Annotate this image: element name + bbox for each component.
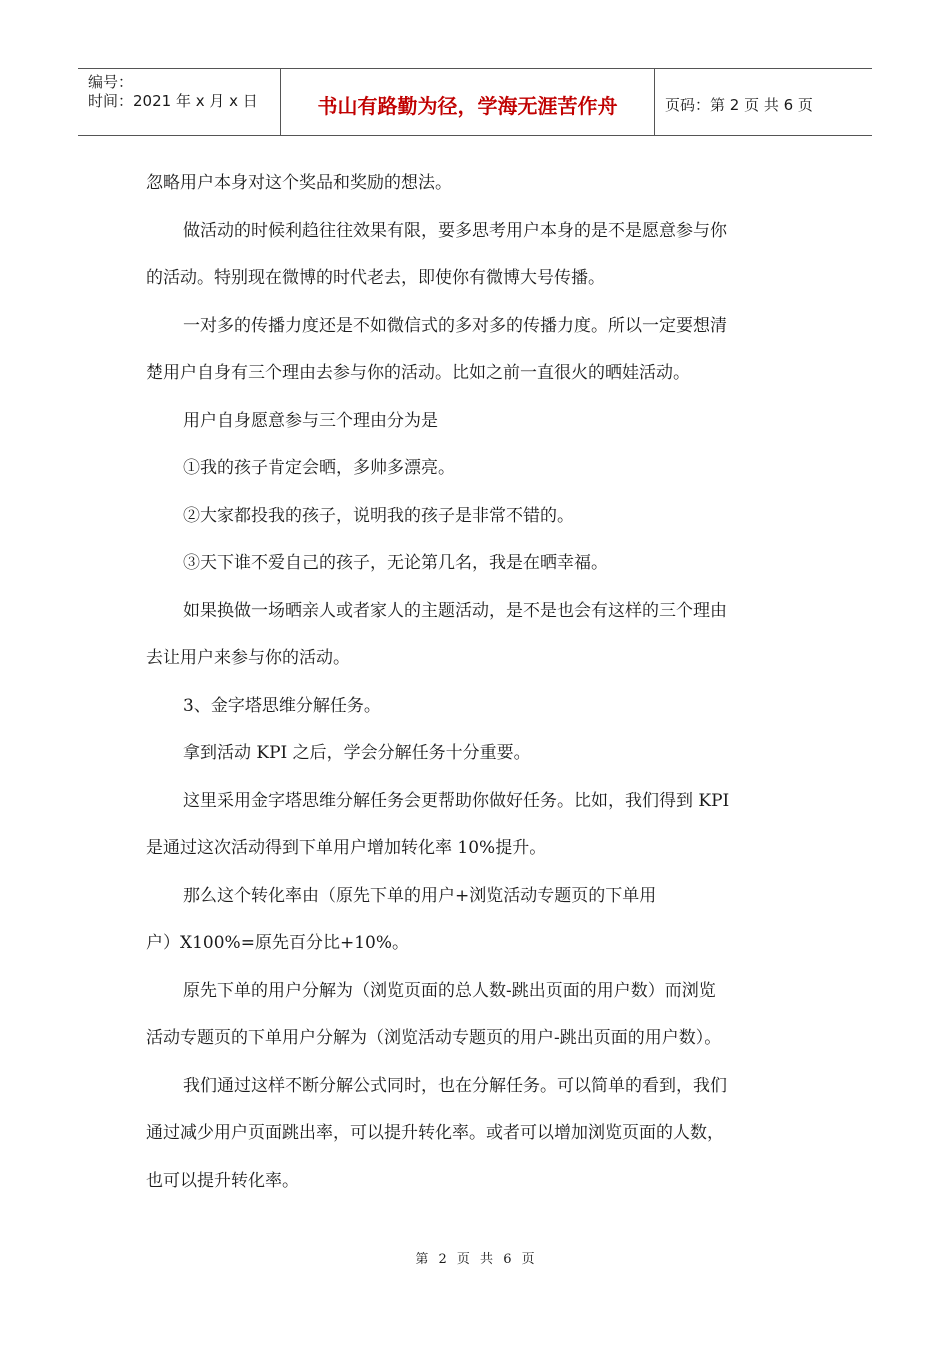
list-item: ②大家都投我的孩子，说明我的孩子是非常不错的。: [183, 505, 574, 526]
document-time-label: 时间：2021 年 x 月 x 日: [88, 92, 258, 110]
paragraph-line: 这里采用金字塔思维分解任务会更帮助你做好任务。比如，我们得到 KPI: [183, 790, 730, 811]
paragraph-line: 那么这个转化率由（原先下单的用户+浏览活动专题页的下单用: [183, 885, 657, 906]
paragraph-line: 户）X100%=原先百分比+10%。: [146, 933, 409, 953]
page-footer: 第 2 页 共 6 页: [415, 1252, 535, 1267]
paragraph-line: 做活动的时候利趋往往效果有限，要多思考用户本身的是不是愿意参与你: [183, 220, 727, 241]
paragraph-line: 也可以提升转化率。: [146, 1170, 299, 1191]
paragraph-line: 忽略用户本身对这个奖品和奖励的想法。: [146, 173, 452, 193]
paragraph-line: 原先下单的用户分解为（浏览页面的总人数-跳出页面的用户数）而浏览: [183, 980, 716, 1001]
document-header: [78, 68, 872, 136]
list-item: ③天下谁不爱自己的孩子，无论第几名，我是在晒幸福。: [183, 553, 608, 573]
paragraph-line: 一对多的传播力度还是不如微信式的多对多的传播力度。所以一定要想清: [183, 315, 727, 336]
paragraph-line: 用户自身愿意参与三个理由分为是: [183, 410, 438, 431]
paragraph-line: 拿到活动 KPI 之后，学会分解任务十分重要。: [183, 743, 531, 763]
paragraph-line: 去让用户来参与你的活动。: [146, 648, 350, 668]
header-motto: 书山有路勤为径，学海无涯苦作舟: [281, 69, 655, 135]
paragraph-line: 的活动。特别现在微博的时代老去，即使你有微博大号传播。: [146, 268, 605, 288]
section-heading: 3、金字塔思维分解任务。: [183, 695, 381, 716]
paragraph-line: 我们通过这样不断分解公式同时，也在分解任务。可以简单的看到，我们: [183, 1075, 727, 1096]
document-body: [146, 160, 808, 1205]
list-item: ①我的孩子肯定会晒，多帅多漂亮。: [183, 458, 455, 478]
header-meta: [78, 69, 281, 135]
paragraph-line: 如果换做一场晒亲人或者家人的主题活动，是不是也会有这样的三个理由: [183, 600, 727, 621]
document-number-label: 编号：: [88, 73, 134, 91]
paragraph-line: 是通过这次活动得到下单用户增加转化率 10%提升。: [146, 838, 547, 858]
paragraph-line: 活动专题页的下单用户分解为（浏览活动专题页的用户-跳出页面的用户数）。: [146, 1028, 722, 1048]
header-page-info: 页码：第 2 页 共 6 页: [665, 95, 813, 114]
paragraph-line: 楚用户自身有三个理由去参与你的活动。比如之前一直很火的晒娃活动。: [146, 363, 690, 383]
paragraph-line: 通过减少用户页面跳出率，可以提升转化率。或者可以增加浏览页面的人数，: [146, 1123, 724, 1143]
